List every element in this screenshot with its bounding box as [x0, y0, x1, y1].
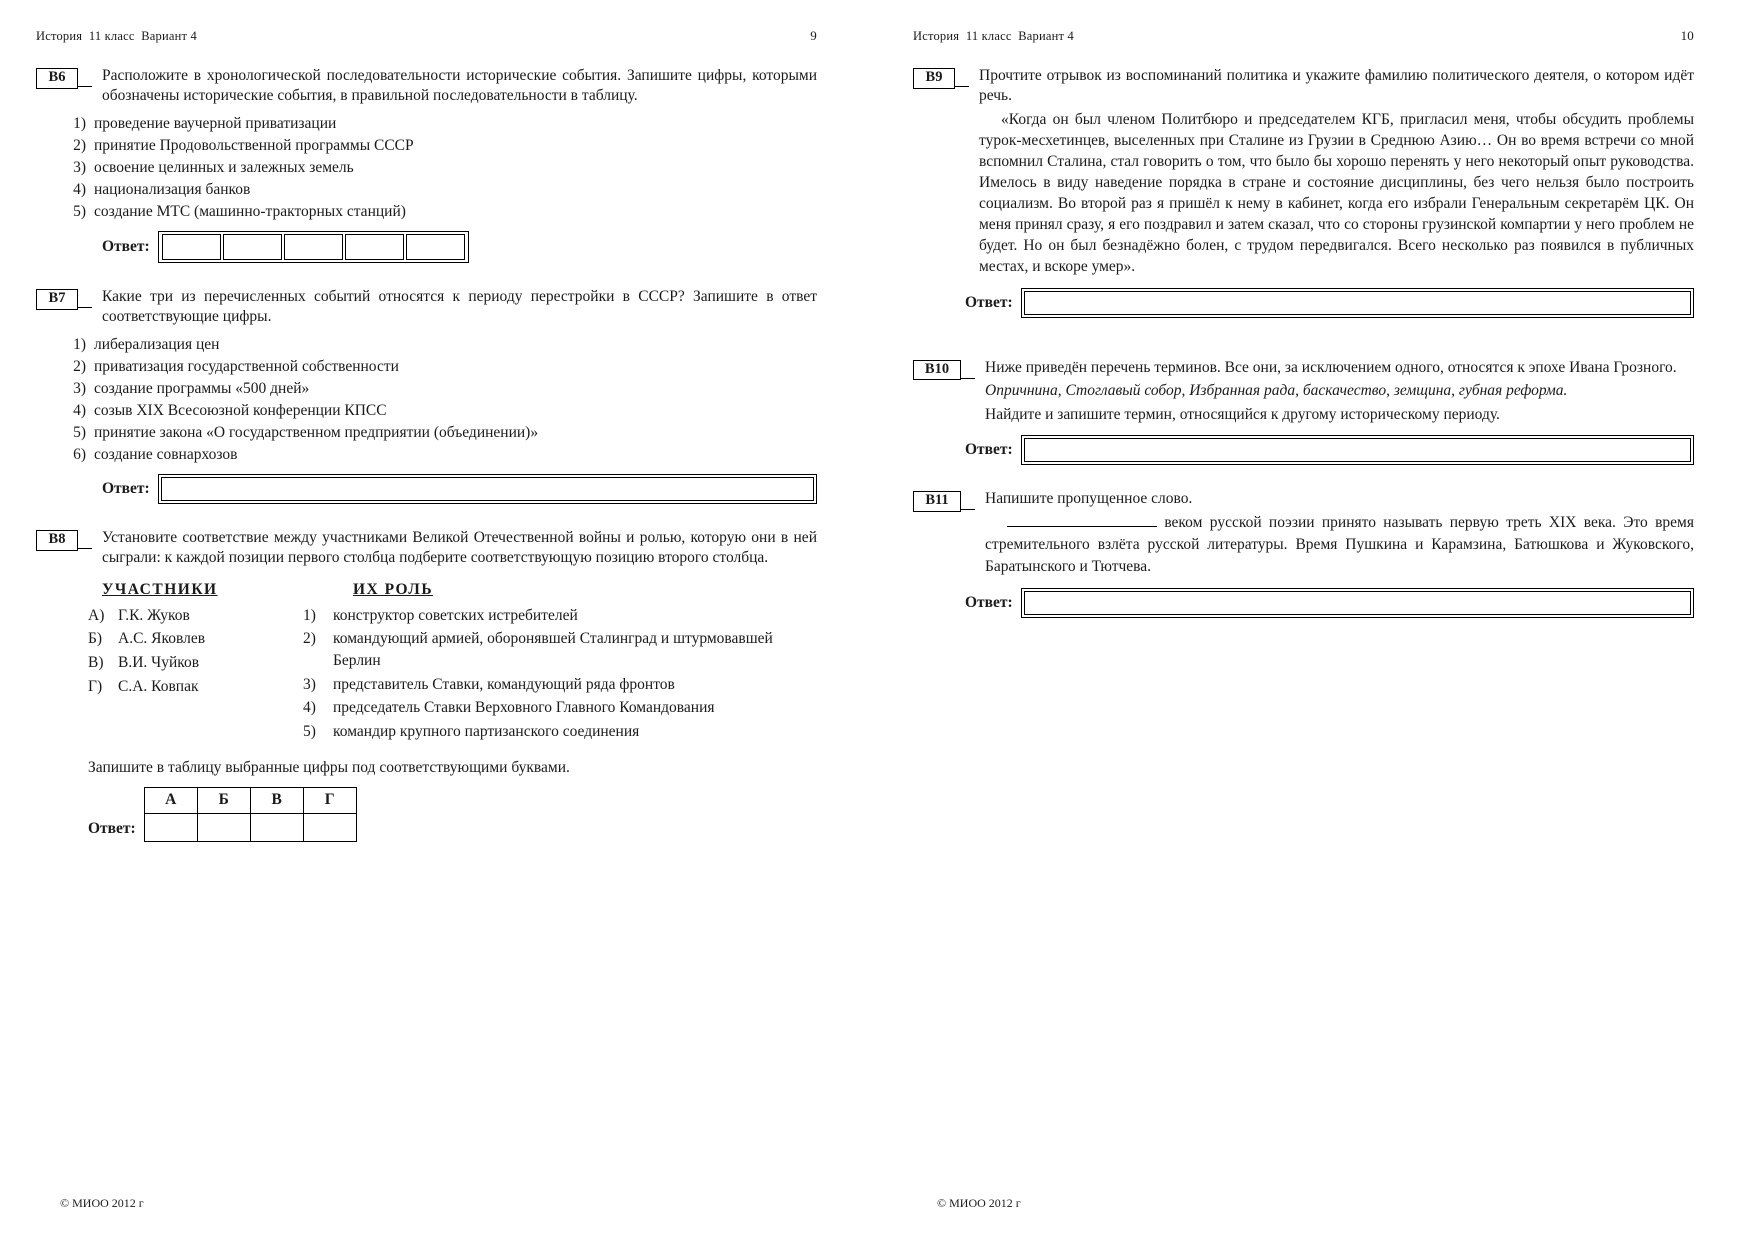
task-b11-body: [981, 489, 1694, 579]
item-key: Г): [88, 677, 103, 695]
item-text: Г.К. Жуков: [118, 606, 190, 624]
item-text: представитель Ставки, командующий ряда фронтов: [333, 675, 675, 693]
task-b7-answer-row: [36, 474, 817, 504]
answer-field-b11[interactable]: [1021, 588, 1694, 618]
task-rule: [961, 489, 975, 510]
answer-cell[interactable]: [197, 813, 250, 841]
option-number: 6): [73, 445, 86, 463]
answer-label: Ответ:: [965, 293, 1013, 311]
answer-cell[interactable]: [303, 813, 356, 841]
answer-label: Ответ:: [88, 819, 136, 837]
task-b10-answer-row: [913, 435, 1694, 465]
task-b10-prompt: Ниже приведён перечень терминов. Все они, за исключением одного, относятся к эпохе Ивана Грозного.: [985, 358, 1677, 376]
task-b10: [913, 358, 1694, 428]
answer-input[interactable]: [161, 477, 814, 501]
answer-field-b9[interactable]: [1021, 288, 1694, 318]
answer-table-b8[interactable]: [144, 787, 357, 842]
list-item: [88, 652, 303, 674]
list-item: [73, 201, 817, 223]
answer-cell[interactable]: [223, 234, 282, 260]
answer-cell[interactable]: [250, 813, 303, 841]
option-number: 1): [73, 114, 86, 132]
item-text: С.А. Ковпак: [118, 677, 199, 695]
option-text: национализация банков: [94, 180, 251, 198]
option-text: принятие закона «О государственном предприятии (объединении)»: [94, 423, 539, 441]
option-text: приватизация государственной собственности: [94, 357, 399, 375]
matching-right-title: ИХ РОЛЬ: [353, 580, 434, 598]
list-item: [73, 113, 817, 135]
right-page: [877, 0, 1754, 1239]
item-text: А.С. Яковлев: [118, 630, 206, 648]
answer-cell[interactable]: [162, 234, 221, 260]
page-number: 9: [810, 28, 817, 43]
list-item: [73, 422, 817, 444]
task-b11: [913, 489, 1694, 579]
answer-label: Ответ:: [102, 479, 150, 497]
item-key: Б): [88, 630, 103, 648]
option-number: 4): [73, 401, 86, 419]
list-item: [303, 721, 817, 743]
option-text: создание совнархозов: [94, 445, 238, 463]
task-b7-body: [98, 287, 817, 330]
option-number: 4): [73, 180, 86, 198]
running-head-title: История 11 класс Вариант 4: [913, 29, 1074, 43]
page-number: 10: [1680, 28, 1694, 43]
list-item: [303, 605, 817, 627]
item-text: командир крупного партизанского соединения: [333, 723, 640, 741]
task-code-b7: B7: [36, 289, 78, 310]
item-key: 3): [303, 675, 316, 693]
answer-label: Ответ:: [965, 593, 1013, 611]
matching-right-column: [303, 581, 817, 745]
answer-input[interactable]: [1024, 438, 1691, 462]
task-rule: [78, 66, 92, 87]
answer-cell[interactable]: [345, 234, 404, 260]
option-number: 5): [73, 423, 86, 441]
task-code-b6: B6: [36, 68, 78, 89]
task-b7-prompt: Какие три из перечисленных событий относятся к периоду перестройки в СССР? Запишите в ответ соответствующие цифры.: [102, 287, 817, 326]
item-text: председатель Ставки Верховного Главного Командования: [333, 699, 715, 717]
running-head-left: [36, 28, 817, 44]
table-header-cell: А: [144, 787, 197, 813]
task-b9-answer-row: [913, 288, 1694, 318]
item-key: 5): [303, 723, 316, 741]
option-number: 2): [73, 136, 86, 154]
list-item: [73, 179, 817, 201]
task-b9: [913, 66, 1694, 280]
table-header-cell: Г: [303, 787, 356, 813]
task-b6-body: [98, 66, 817, 109]
list-item: [73, 334, 817, 356]
task-b7-options: [36, 334, 817, 466]
task-b8-prompt: Установите соответствие между участниками Великой Отечественной войны и ролью, которую они в ней сыграли: к каждой позиции первого столбца подберите соответствующую позицию второго столбца.: [102, 528, 817, 567]
task-code-b10: B10: [913, 360, 961, 381]
option-text: освоение целинных и залежных земель: [94, 158, 354, 176]
task-b9-quote: «Когда он был членом Политбюро и председателем КГБ, пригласил меня, чтобы обсудить проблемы турок-месхетинцев, выселенных при Сталине из Грузии в Среднюю Азию… Он во время встречи со мной вспомнил Сталина, стал говорить о том, что было бы хорошо перенять у него некоторый опыт руководства. Имелось в виду наведение порядка в стране и состояние дисциплины, без чего нельзя было построить социализм. Во второй раз я пришёл к нему в кабинет, когда его избрали Генеральным секретарём ЦК. Он меня принял сразу, я его поздравил и затем сказал, что со стороны грузинской компартии у него проблем не будет. Но он был безнадёжно болен, с трудом передвигался. Всего несколько раз появился в публичных местах, и вскоре умер».: [979, 110, 1694, 276]
list-item: [73, 356, 817, 378]
task-b9-prompt: Прочтите отрывок из воспоминаний политика и укажите фамилию политического деятеля, о котором идёт речь.: [979, 67, 1694, 105]
option-text: создание программы «500 дней»: [94, 379, 310, 397]
table-header-cell: Б: [197, 787, 250, 813]
option-number: 3): [73, 158, 86, 176]
matching-left-title: УЧАСТНИКИ: [102, 580, 218, 598]
task-b11-fill-text: веком русской поэзии принято называть первую треть XIX века. Это время стремительного взлёта русской литературы. Время Пушкина и Карамзина, Батюшкова и Жуковского, Баратынского и Тютчева.: [985, 513, 1694, 575]
item-text: командующий армией, оборонявшей Сталинград и штурмовавшей Берлин: [333, 630, 773, 670]
list-item: [88, 605, 303, 627]
list-item: [73, 444, 817, 466]
task-b10-instruction: Найдите и запишите термин, относящийся к другому историческому периоду.: [985, 405, 1500, 423]
answer-label: Ответ:: [102, 237, 150, 255]
task-rule: [78, 287, 92, 308]
option-text: создание МТС (машинно-тракторных станций): [94, 202, 406, 220]
task-b10-terms: Опричнина, Стоглавый собор, Избранная рада, баскачество, земщина, губная реформа.: [985, 381, 1568, 399]
option-number: 1): [73, 335, 86, 353]
list-item: [73, 135, 817, 157]
task-b8: [36, 528, 817, 571]
option-text: проведение ваучерной приватизации: [94, 114, 337, 132]
list-item: [73, 157, 817, 179]
item-text: конструктор советских истребителей: [333, 606, 578, 624]
task-b6: [36, 66, 817, 109]
item-key: 1): [303, 606, 316, 624]
option-number: 2): [73, 357, 86, 375]
running-head-title: История 11 класс Вариант 4: [36, 29, 197, 43]
item-key: А): [88, 606, 105, 624]
item-key: В): [88, 654, 104, 672]
answer-field-b10[interactable]: [1021, 435, 1694, 465]
answer-cell[interactable]: [144, 813, 197, 841]
task-rule: [955, 66, 969, 87]
matching-columns: [36, 581, 817, 745]
task-code-b8: B8: [36, 530, 78, 551]
table-row: [144, 787, 356, 813]
item-key: 2): [303, 630, 316, 648]
matching-left-column: [88, 581, 303, 745]
list-item: [73, 400, 817, 422]
task-rule: [961, 358, 975, 379]
answer-label: Ответ:: [965, 441, 1013, 459]
task-b9-body: [975, 66, 1694, 280]
footer-left: © МИОО 2012 г: [60, 1196, 144, 1210]
answer-cell[interactable]: [284, 234, 343, 260]
task-b8-note: Запишите в таблицу выбранные цифры под соответствующими буквами.: [88, 758, 570, 776]
answer-input[interactable]: [1024, 591, 1691, 615]
task-b8-answer-row: [36, 787, 817, 842]
task-b11-prompt: Напишите пропущенное слово.: [985, 490, 1193, 508]
list-item: [303, 674, 817, 696]
answer-boxes-b6[interactable]: [158, 231, 469, 263]
option-text: принятие Продовольственной программы СССР: [94, 136, 414, 154]
task-b11-fill: [985, 512, 1694, 578]
item-text: В.И. Чуйков: [118, 654, 200, 672]
task-b7: [36, 287, 817, 330]
list-item: [73, 378, 817, 400]
running-head-right: [913, 28, 1694, 44]
list-item: [88, 676, 303, 698]
task-b6-options: [36, 113, 817, 223]
task-code-b9: B9: [913, 68, 955, 89]
list-item: [303, 628, 817, 671]
option-text: либерализация цен: [94, 335, 220, 353]
item-key: 4): [303, 699, 316, 717]
answer-field-b7[interactable]: [158, 474, 817, 504]
option-text: созыв XIX Всесоюзной конференции КПСС: [94, 401, 387, 419]
blank-line: [1007, 512, 1157, 527]
task-b8-body: [98, 528, 817, 571]
footer-right: © МИОО 2012 г: [937, 1196, 1021, 1210]
task-b6-prompt: Расположите в хронологической последовательности исторические события. Запишите цифры, которыми обозначены исторические события, в правильной последовательности в таблицу.: [102, 67, 817, 105]
table-row: [144, 813, 356, 841]
task-b10-body: [981, 358, 1694, 428]
task-rule: [78, 528, 92, 549]
list-item: [303, 697, 817, 719]
answer-cell[interactable]: [406, 234, 465, 260]
answer-input[interactable]: [1024, 291, 1691, 315]
task-code-b11: B11: [913, 491, 961, 512]
list-item: [88, 628, 303, 650]
task-b11-answer-row: [913, 588, 1694, 618]
table-header-cell: В: [250, 787, 303, 813]
option-number: 5): [73, 202, 86, 220]
task-b6-answer-row: [36, 231, 817, 263]
option-number: 3): [73, 379, 86, 397]
